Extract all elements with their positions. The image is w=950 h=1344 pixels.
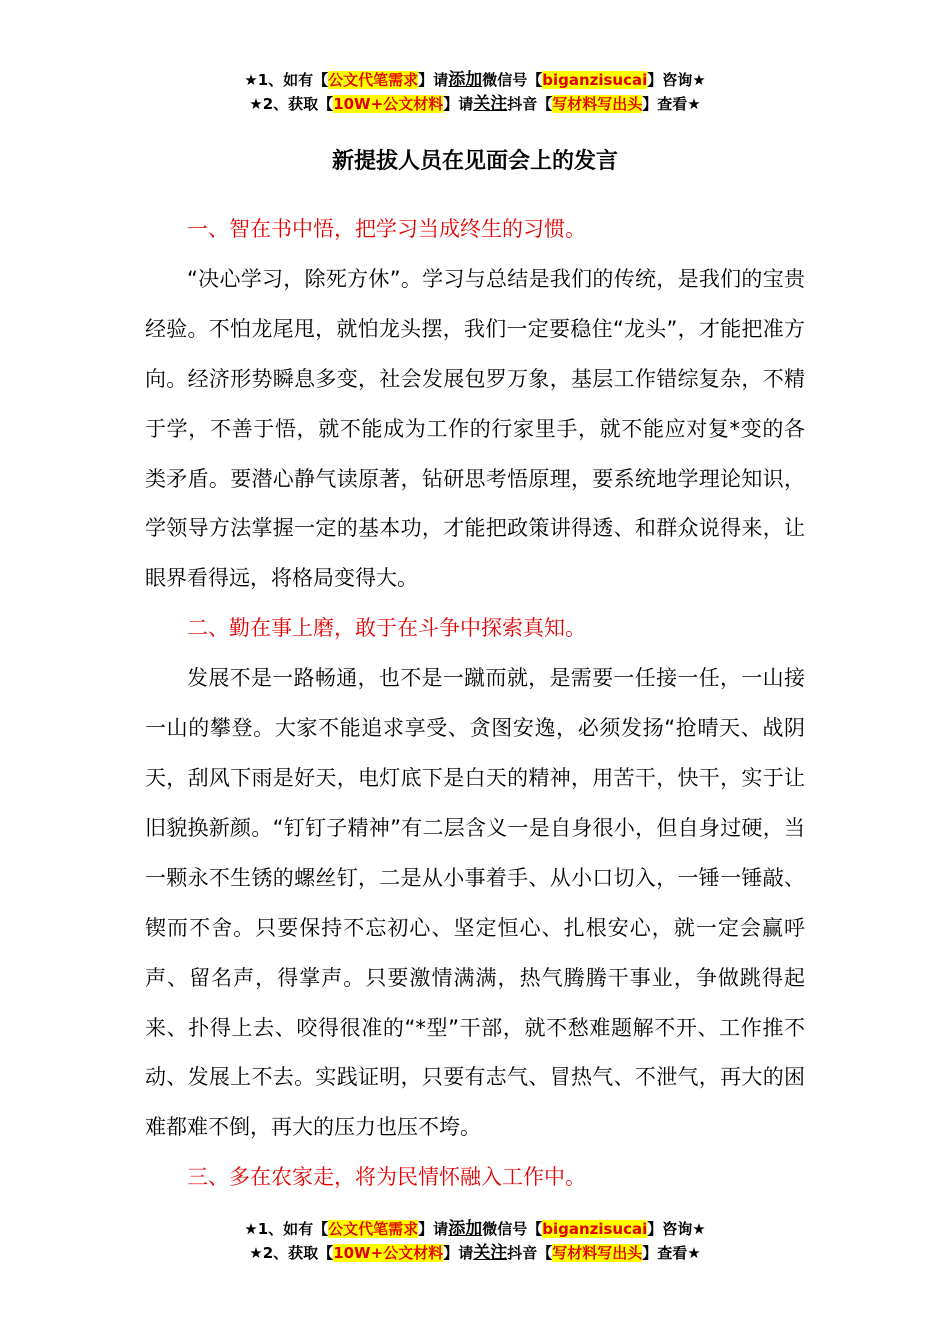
banner-underline: 关注: [473, 94, 508, 114]
banner-highlight: biganzisucai: [542, 1220, 648, 1238]
banner-highlight: 写材料写出头: [552, 1244, 643, 1262]
banner-text: 抖音【: [507, 95, 553, 113]
banner-underline: 关注: [473, 1243, 508, 1263]
banner-highlight: 公文代笔需求: [328, 71, 419, 89]
section-heading-2: 二、勤在事上磨，敢于在斗争中探索真知。: [187, 616, 586, 641]
paragraph-1: “决心学习，除死方休”。学习与总结是我们的传统，是我们的宝贵经验。不怕龙尾甩，就怕龙头摆，我们一定要稳住“龙头”，才能把准方向。经济形势瞬息多变，社会发展包罗万象，基层工作错综复杂，不精于学，不善于悟，就不能成为工作的行家里手，就不能应对复*变的各类矛盾。要潜心静气读原著，钻研思考悟原理，要系统地学理论知识，学领导方法掌握一定的基本功，才能把政策讲得透、和群众说得来，让眼界看得远，将格局变得大。: [145, 266, 805, 591]
banner-text: 微信号【: [482, 71, 543, 89]
banner-line-1: [0, 68, 950, 92]
banner-text: 】咨询★: [647, 1220, 706, 1238]
banner-text: 】请: [443, 95, 474, 113]
header-banner: [0, 68, 950, 116]
banner-highlight: 公文代笔需求: [328, 1220, 419, 1238]
banner-line-2: [0, 1241, 950, 1265]
banner-text: 】请: [418, 1220, 449, 1238]
section-heading-1: 一、智在书中悟，把学习当成终生的习惯。: [187, 217, 586, 241]
banner-text: 】请: [418, 71, 449, 89]
banner-line-1: [0, 1217, 950, 1241]
banner-text: 微信号【: [482, 1220, 543, 1238]
paragraph-2: 发展不是一路畅通，也不是一蹴而就，是需要一任接一任，一山接一山的攀登。大家不能追求享受、贪图安逸，必须发扬“抢晴天、战阴天，刮风下雨是好天，电灯底下是白天的精神，用苦干，快干，实于让旧貌换新颜。“钉钉子精神”有二层含义一是自身很小，但自身过硬，当一颗永不生锈的螺丝钉，二是从小事着手、从小口切入，一锤一锤敲、锲而不舍。只要保持不忘初心、坚定恒心、扎根安心，就一定会赢呼声、留名声，得掌声。只要激情满满，热气腾腾干事业，争做跳得起来、扑得上去、咬得很准的“*型”干部，就不愁难题解不开、工作推不动、发展上不去。实践证明，只要有志气、冒热气、不泄气，再大的困难都难不倒，再大的压力也压不垮。: [145, 666, 805, 1140]
banner-highlight: 10W+公文材料: [333, 1244, 444, 1262]
banner-text: ★2、获取【: [249, 1244, 334, 1262]
banner-highlight: 写材料写出头: [552, 95, 643, 113]
banner-text: ★1、如有【: [244, 1220, 329, 1238]
banner-line-2: [0, 92, 950, 116]
banner-text: ★1、如有【: [244, 71, 329, 89]
document-title: 新提拔人员在见面会上的发言: [331, 149, 618, 174]
section-heading-3: 三、多在农家走，将为民情怀融入工作中。: [187, 1165, 586, 1190]
banner-text: 】请: [443, 1244, 474, 1262]
footer-banner: [0, 1217, 950, 1265]
document-body: [145, 205, 805, 1203]
banner-highlight: 10W+公文材料: [333, 95, 444, 113]
banner-text: 抖音【: [507, 1244, 553, 1262]
banner-text: 】查看★: [642, 95, 701, 113]
banner-highlight: biganzisucai: [542, 71, 648, 89]
banner-text: 】咨询★: [647, 71, 706, 89]
banner-text: 】查看★: [642, 1244, 701, 1262]
banner-underline: 添加: [448, 70, 483, 90]
banner-text: ★2、获取【: [249, 95, 334, 113]
banner-underline: 添加: [448, 1219, 483, 1239]
